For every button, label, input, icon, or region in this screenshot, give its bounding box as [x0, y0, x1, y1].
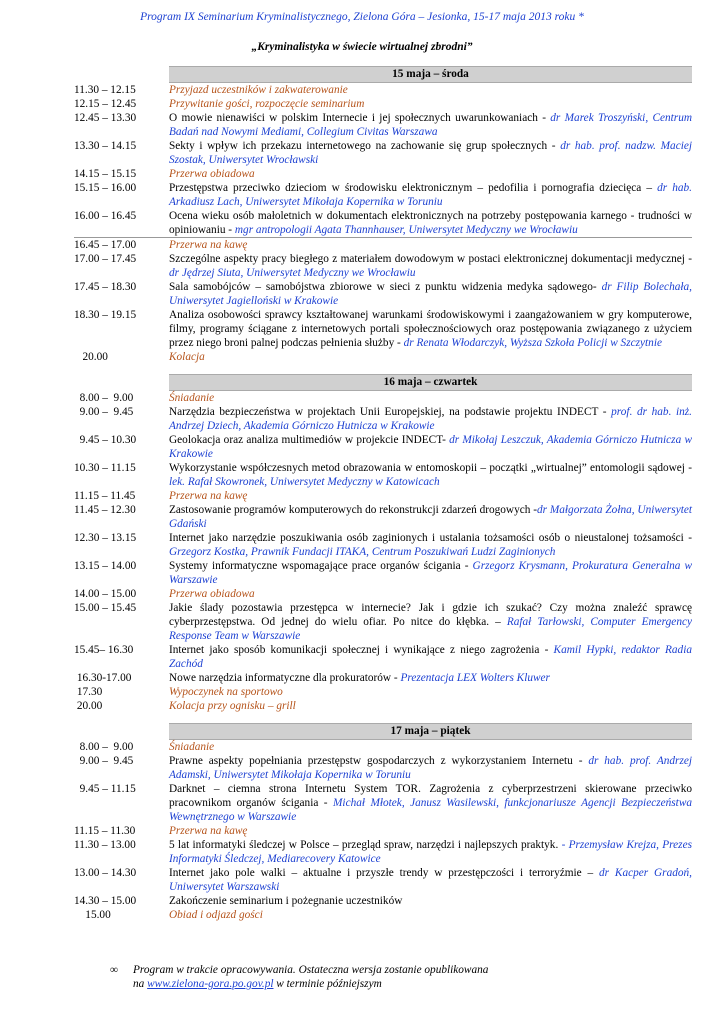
- schedule-row: [74, 908, 692, 922]
- schedule-row: [74, 601, 692, 643]
- time-slot: 11.15 – 11.30: [74, 825, 136, 837]
- session-speaker: dr Filip Bolechała, Uniwersytet Jagielloński w Krakowie: [169, 281, 692, 307]
- schedule-row: [74, 740, 692, 754]
- session-title: Zastosowanie programów komputerowych do rekonstrukcji zdarzeń drogowych -: [169, 504, 537, 516]
- footer-line-1: Program w trakcie opracowywania. Ostateczna wersja zostanie opublikowana: [133, 964, 489, 976]
- session-description: [169, 503, 692, 531]
- schedule-row: [74, 391, 692, 405]
- day-section: [74, 723, 692, 922]
- schedule-row: [74, 139, 692, 167]
- session-description: [169, 685, 692, 699]
- session-description: [169, 433, 692, 461]
- day-section: [74, 374, 692, 713]
- day-gap: [74, 364, 692, 374]
- session-speaker: Grzegorz Krysmann, Prokuratura Generalna w Warszawie: [169, 560, 692, 586]
- day-header: 16 maja – czwartek: [169, 374, 692, 391]
- session-speaker: Michał Młotek, Janusz Wasilewski, funkcjonariusze Agencji Bezpieczeństwa Wewnętrznego w Warszawie: [169, 797, 692, 823]
- session-break: Przerwa na kawę: [169, 239, 248, 251]
- session-description: [169, 111, 692, 139]
- session-speaker: Grzegorz Kostka, Prawnik Fundacji ITAKA, Centrum Poszukiwań Ludzi Zaginionych: [169, 546, 556, 558]
- schedule-row: [74, 308, 692, 350]
- day-header: 17 maja – piątek: [169, 723, 692, 740]
- time-slot: 14.00 – 15.00: [74, 588, 137, 600]
- session-speaker: dr Małgorzata Żołna, Uniwersytet Gdański: [169, 504, 693, 530]
- session-description: [169, 97, 692, 111]
- session-break: Przerwa obiadowa: [169, 168, 255, 180]
- session-speaker: dr Marek Troszyński, Centrum Badań nad Nowymi Mediami, Collegium Civitas Warszawa: [169, 112, 692, 138]
- schedule-row: [74, 754, 692, 782]
- session-title: Narzędzia bezpieczeństwa w projektach Unii Europejskiej, na podstawie projektu INDECT -: [169, 406, 612, 418]
- day-gap: [74, 713, 692, 723]
- time-slot: 17.00 – 17.45: [74, 253, 137, 265]
- time-slot: 15.15 – 16.00: [74, 182, 137, 194]
- session-description: [169, 531, 692, 559]
- session-title: Przestępstwa przeciwko dzieciom w środowisku elektronicznym – pedofilia i pornografia dziecięca –: [169, 182, 658, 194]
- time-slot: 13.00 – 14.30: [74, 867, 137, 879]
- session-description: [169, 167, 692, 181]
- schedule-row: [74, 894, 692, 908]
- session-speaker: dr Renata Włodarczyk, Wyższa Szkoła Policji w Szczytnie: [403, 337, 662, 349]
- session-description: [169, 601, 692, 643]
- session-break: Śniadanie: [169, 741, 215, 753]
- time-slot: 16.00 – 16.45: [74, 210, 137, 222]
- time-slot: 12.15 – 12.45: [74, 98, 137, 110]
- session-speaker: Prezentacja LEX Wolters Kluwer: [400, 672, 550, 684]
- session-title: Wykorzystanie współczesnych metod obrazowania w entomoskopii – początki „wirtualnej” entomologii sądowej -: [169, 462, 692, 474]
- time-slot: 20.00: [74, 351, 108, 363]
- session-title: Darknet – ciemna strona Internetu System TOR. Zagrożenia z cyberprzestrzeni skierowane przeciwko pracownikom organów ścigania -: [169, 783, 692, 809]
- session-description: [169, 181, 692, 209]
- schedule-row: [74, 824, 692, 838]
- time-slot: 9.00 – 9.45: [74, 755, 134, 767]
- footer-prefix: na: [133, 978, 148, 990]
- time-slot: 12.45 – 13.30: [74, 112, 137, 124]
- session-speaker: lek. Rafał Skowronek, Uniwersytet Medyczny w Katowicach: [169, 476, 440, 488]
- schedule-row: [74, 461, 692, 489]
- schedule: [74, 66, 692, 922]
- time-slot: 8.00 – 9.00: [74, 392, 134, 404]
- time-slot: 15.00: [74, 909, 111, 921]
- session-description: [169, 559, 692, 587]
- session-speaker: dr hab. prof. nadzw. Maciej Szostak, Uniwersytet Wrocławski: [169, 140, 693, 166]
- session-description: [169, 209, 692, 237]
- time-slot: 17.45 – 18.30: [74, 281, 137, 293]
- time-slot: 15.45– 16.30: [74, 644, 134, 656]
- time-slot: 11.45 – 12.30: [74, 504, 136, 516]
- session-description: [169, 83, 692, 97]
- session-break: Przerwa obiadowa: [169, 588, 255, 600]
- footer-link[interactable]: www.zielona-gora.po.gov.pl: [147, 978, 274, 990]
- time-slot: 12.30 – 13.15: [74, 532, 137, 544]
- session-title: Ocena wieku osób małoletnich w dokumentach elektronicznych na potrzeby postępowania karnego - trudności w opiniowaniu -: [169, 210, 692, 236]
- schedule-row: [74, 503, 692, 531]
- session-description: [169, 866, 692, 894]
- session-speaker: Rafał Tarłowski, Computer Emergency Response Team w Warszawie: [169, 616, 692, 642]
- time-slot: 16.45 – 17.00: [74, 239, 137, 251]
- schedule-row: [74, 782, 692, 824]
- session-break: Kolacja przy ognisku – grill: [169, 700, 296, 712]
- session-speaker: mgr antropologii Agata Thannhauser, Uniwersytet Medyczny we Wrocławiu: [234, 224, 578, 236]
- session-description: [169, 139, 692, 167]
- schedule-row: [74, 167, 692, 181]
- session-description: [169, 587, 692, 601]
- time-slot: 14.30 – 15.00: [74, 895, 137, 907]
- schedule-row: [74, 252, 692, 280]
- time-slot: 11.30 – 12.15: [74, 84, 136, 96]
- session-speaker: dr Mikołaj Leszczuk, Akademia Górniczo Hutnicza w Krakowie: [169, 434, 692, 460]
- session-title: Jakie ślady pozostawia przestępca w internecie? Jak i gdzie ich szukać? Czy można znaleźć sprawcę cyberprzestępstwa. Od jednej do wielu ofiar. Po nitce do kłębka. –: [169, 602, 692, 628]
- schedule-row: [74, 237, 692, 252]
- header-title: „Kryminalistyka w świecie wirtualnej zbrodni”: [251, 41, 473, 53]
- session-speaker: prof. dr hab. inż. Andrzej Dziech, Akademia Górniczo Hutnicza w Krakowie: [169, 406, 693, 432]
- session-speaker: dr Jędrzej Siuta, Uniwersytet Medyczny we Wrocławiu: [169, 267, 416, 279]
- session-description: [169, 489, 692, 503]
- session-description: [169, 824, 692, 838]
- session-description: [169, 252, 692, 280]
- session-title: Zakończenie seminarium i pożegnanie uczestników: [169, 895, 403, 907]
- session-description: [169, 238, 692, 252]
- schedule-row: [74, 685, 692, 699]
- session-description: [169, 740, 692, 754]
- session-description: [169, 782, 692, 824]
- time-slot: 14.15 – 15.15: [74, 168, 137, 180]
- day-section: [74, 66, 692, 364]
- session-title: Nowe narzędzia informatyczne dla prokuratorów -: [169, 672, 401, 684]
- schedule-row: [74, 531, 692, 559]
- time-slot: 13.30 – 14.15: [74, 140, 137, 152]
- session-description: [169, 894, 692, 908]
- time-slot: 17.30: [74, 686, 103, 698]
- session-speaker: - Przemysław Krejza, Prezes Informatyki Śledczej, Mediarecovery Katowice: [169, 839, 692, 865]
- session-title: 5 lat informatyki śledczej w Polsce – przegląd spraw, narzędzi i najlepszych praktyk.: [169, 839, 562, 851]
- session-title: Internet jako narzędzie poszukiwania osób zaginionych i ustalania tożsamości osób o nieustalonej tożsamości -: [169, 532, 692, 544]
- schedule-row: [74, 405, 692, 433]
- session-break: Przerwa na kawę: [169, 490, 248, 502]
- time-slot: 16.30-17.00: [74, 672, 132, 684]
- schedule-row: [74, 111, 692, 139]
- session-title: Szczególne aspekty pracy biegłego z materiałem dowodowym w postaci elektronicznej dokumentacji medycznej -: [169, 253, 692, 265]
- schedule-row: [74, 350, 692, 364]
- time-slot: 15.00 – 15.45: [74, 602, 137, 614]
- session-description: [169, 280, 692, 308]
- schedule-row: [74, 83, 692, 97]
- time-slot: 10.30 – 11.15: [74, 462, 136, 474]
- session-description: [169, 908, 692, 922]
- schedule-row: [74, 97, 692, 111]
- session-description: [169, 838, 692, 866]
- session-description: [169, 405, 692, 433]
- schedule-row: [74, 643, 692, 671]
- schedule-row: [74, 209, 692, 237]
- session-break: Kolacja: [169, 351, 205, 363]
- session-title: Internet jako pole walki – aktualne i przyszłe trendy w przestępczości i terroryźmie –: [169, 867, 600, 879]
- time-slot: 13.15 – 14.00: [74, 560, 137, 572]
- session-title: Sala samobójców – samobójstwa zbiorowe w sieci z punktu widzenia medyka sądowego-: [169, 281, 602, 293]
- time-slot: 8.00 – 9.00: [74, 741, 134, 753]
- session-break: Przyjazd uczestników i zakwaterowanie: [169, 84, 348, 96]
- session-title: Systemy informatyczne wspomagające prace organów ścigania -: [169, 560, 473, 572]
- schedule-row: [74, 280, 692, 308]
- session-title: O mowie nienawiści w polskim Internecie i jej społecznych uwarunkowaniach -: [169, 112, 551, 124]
- schedule-row: [74, 838, 692, 866]
- session-break: Śniadanie: [169, 392, 215, 404]
- schedule-row: [74, 699, 692, 713]
- session-break: Obiad i odjazd gości: [169, 909, 263, 921]
- header-line-1: Program IX Seminarium Kryminalistycznego, Zielona Góra – Jesionka, 15-17 maja 2013 roku *: [140, 11, 584, 23]
- session-description: [169, 671, 692, 685]
- session-title: Prawne aspekty popełniania przestępstw gospodarczych z wykorzystaniem Internetu -: [169, 755, 589, 767]
- session-description: [169, 350, 692, 364]
- time-slot: 9.45 – 10.30: [74, 434, 137, 446]
- session-description: [169, 461, 692, 489]
- session-description: [169, 699, 692, 713]
- session-break: Przywitanie gości, rozpoczęcie seminarium: [169, 98, 365, 110]
- footer-note: [110, 963, 488, 991]
- session-title: Sekty i wpływ ich przekazu internetowego na zachowanie się grup społecznych -: [169, 140, 561, 152]
- schedule-row: [74, 671, 692, 685]
- footer-suffix: w terminie późniejszym: [273, 978, 382, 990]
- session-speaker: dr hab. prof. Andrzej Adamski, Uniwersytet Mikołaja Kopernika w Toruniu: [169, 755, 693, 781]
- session-description: [169, 754, 692, 782]
- session-speaker: dr Kacper Gradoń, Uniwersytet Warszawski: [169, 867, 692, 893]
- session-title: Internet jako sposób komunikacji społecznej i wynikające z niego zagrożenia -: [169, 644, 554, 656]
- session-speaker: Kamil Hypki, redaktor Radia Zachód: [169, 644, 692, 670]
- session-description: [169, 643, 692, 671]
- schedule-row: [74, 489, 692, 503]
- session-description: [169, 308, 692, 350]
- schedule-row: [74, 559, 692, 587]
- day-header: 15 maja – środa: [169, 66, 692, 83]
- session-break: Wypoczynek na sportowo: [169, 686, 283, 698]
- time-slot: 20.00: [74, 700, 103, 712]
- schedule-row: [74, 181, 692, 209]
- bullet-icon: ∞: [110, 964, 119, 976]
- schedule-row: [74, 433, 692, 461]
- time-slot: 9.00 – 9.45: [74, 406, 134, 418]
- time-slot: 11.30 – 13.00: [74, 839, 136, 851]
- time-slot: 11.15 – 11.45: [74, 490, 136, 502]
- session-title: Analiza osobowości sprawcy kształtowanej warunkami środowiskowymi i zaangażowaniem w gry komputerowe, filmy, programy ściągane z internetowych portali społecznościowych oraz postępowania związanego z użyciem przez niego broni palnej podczas pełnienia służby -: [169, 309, 692, 349]
- session-title: Geolokacja oraz analiza multimediów w projekcie INDECT-: [169, 434, 450, 446]
- session-break: Przerwa na kawę: [169, 825, 248, 837]
- schedule-row: [74, 587, 692, 601]
- session-speaker: dr hab. Arkadiusz Lach, Uniwersytet Mikołaja Kopernika w Toruniu: [169, 182, 692, 208]
- time-slot: 18.30 – 19.15: [74, 309, 137, 321]
- schedule-row: [74, 866, 692, 894]
- session-description: [169, 391, 692, 405]
- time-slot: 9.45 – 11.15: [74, 783, 136, 795]
